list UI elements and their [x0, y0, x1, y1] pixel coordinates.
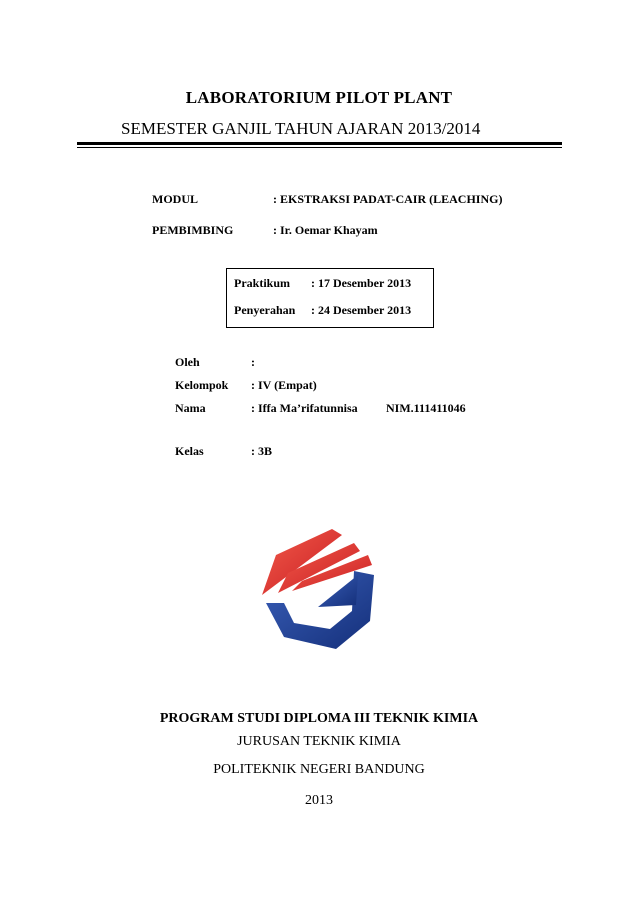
praktikum-label: Praktikum — [234, 276, 291, 290]
oleh-label: Oleh — [175, 355, 200, 369]
kelompok-label: Kelompok — [175, 378, 229, 392]
jurusan-title: JURUSAN TEKNIK KIMIA — [237, 734, 401, 749]
penyerahan-value: : 24 Desember 2013 — [311, 303, 412, 317]
pembimbing-label: PEMBIMBING — [152, 223, 234, 237]
program-title: PROGRAM STUDI DIPLOMA III TEKNIK KIMIA — [159, 711, 479, 726]
divider-thick — [77, 142, 562, 145]
kelas-value: : 3B — [251, 444, 272, 458]
nama-value: : Iffa Ma’rifatunnisa — [251, 401, 358, 415]
modul-label: MODUL — [152, 192, 198, 206]
polban-logo-icon — [258, 525, 378, 650]
divider-thin — [77, 147, 562, 148]
penyerahan-label: Penyerahan — [234, 303, 296, 317]
nama-label: Nama — [175, 401, 206, 415]
kelas-label: Kelas — [175, 444, 204, 458]
modul-value: : EKSTRAKSI PADAT-CAIR (LEACHING) — [273, 192, 503, 206]
logo-blue-ring — [266, 571, 374, 649]
page-title: LABORATORIUM PILOT PLANT — [185, 88, 453, 107]
institution-name: POLITEKNIK NEGERI BANDUNG — [213, 762, 425, 777]
nim-value: NIM.111411046 — [386, 401, 466, 415]
year: 2013 — [305, 793, 333, 808]
oleh-value: : — [251, 355, 255, 369]
kelompok-value: : IV (Empat) — [251, 378, 317, 392]
praktikum-value: : 17 Desember 2013 — [311, 276, 412, 290]
pembimbing-value: : Ir. Oemar Khayam — [273, 223, 378, 237]
page-subtitle: SEMESTER GANJIL TAHUN AJARAN 2013/2014 — [121, 119, 481, 138]
